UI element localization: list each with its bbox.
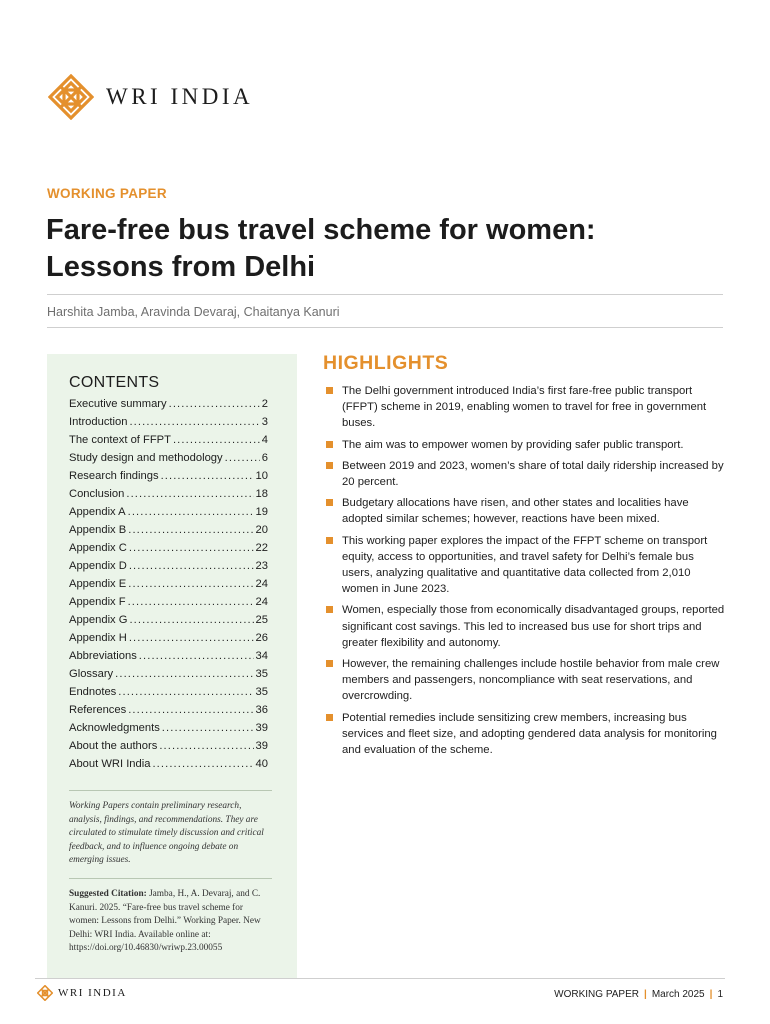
highlight-item	[326, 458, 726, 490]
toc-entry-page: 4	[261, 434, 268, 446]
logo-wordmark: WRI INDIA	[106, 84, 254, 109]
toc-entry[interactable]	[69, 740, 268, 758]
toc-entry-label: Introduction	[69, 416, 128, 428]
toc-entry-page: 34	[255, 650, 268, 662]
square-bullet-icon	[326, 537, 333, 544]
document-type-label: WORKING PAPER	[47, 186, 167, 201]
toc-entry[interactable]	[69, 470, 268, 488]
footer-divider	[35, 978, 725, 979]
toc-entry[interactable]	[69, 632, 268, 650]
title-divider	[47, 294, 723, 295]
page-title	[46, 212, 726, 286]
highlight-item	[326, 602, 726, 651]
toc-entry[interactable]	[69, 722, 268, 740]
highlight-text: Potential remedies include sensitizing crew members, increasing bus services and fleet size, and adopting gendered data analysis for monitoring and evaluation of the scheme.	[342, 711, 717, 757]
highlight-item	[326, 383, 726, 432]
toc-entry-page: 35	[255, 686, 268, 698]
toc-entry-page: 36	[255, 704, 268, 716]
toc-entry[interactable]	[69, 704, 268, 722]
toc-entry-page: 25	[255, 614, 268, 626]
toc-dot-leader	[162, 722, 254, 734]
toc-entry[interactable]	[69, 452, 268, 470]
highlight-text: The aim was to empower women by providing safer public transport.	[342, 438, 684, 451]
toc-dot-leader	[129, 542, 254, 554]
footer-separator-2: |	[709, 989, 713, 1000]
title-line-2: Lessons from Delhi	[46, 251, 316, 283]
toc-dot-leader	[129, 560, 254, 572]
toc-entry-page: 3	[261, 416, 268, 428]
wri-lattice-icon	[48, 74, 94, 120]
toc-dot-leader	[225, 452, 260, 464]
toc-entry-page: 18	[255, 488, 268, 500]
square-bullet-icon	[326, 499, 333, 506]
toc-entry[interactable]	[69, 758, 268, 776]
title-line-1: Fare-free bus travel scheme for women:	[46, 214, 596, 246]
suggested-citation	[69, 888, 274, 956]
working-paper-note: Working Papers contain preliminary research, analysis, findings, and recommendations. They are circulated to stimulate timely discussion and critical feedback, and to influence ongoing debate on emerging issues.	[69, 801, 264, 865]
authors-divider	[47, 327, 723, 328]
wri-lattice-icon	[37, 985, 53, 1001]
toc-entry[interactable]	[69, 488, 268, 506]
highlight-item	[326, 437, 726, 453]
toc-dot-leader	[152, 758, 253, 770]
citation-label: Suggested Citation:	[69, 889, 147, 899]
toc-entry-page: 20	[255, 524, 268, 536]
toc-entry-page: 40	[255, 758, 268, 770]
toc-dot-leader	[129, 632, 254, 644]
footer-info	[554, 989, 723, 1000]
toc-entry-label: Conclusion	[69, 488, 125, 500]
toc-entry-label: Appendix H	[69, 632, 127, 644]
square-bullet-icon	[326, 441, 333, 448]
toc-entry-label: Research findings	[69, 470, 159, 482]
toc-dot-leader	[128, 506, 254, 518]
citation-text: Jamba, H., A. Devaraj, and C. Kanuri. 2025. “Fare-free bus travel scheme for women: Lessons from Delhi.” Working Paper. New Delhi: WRI India. Available online at: https://doi.org/10.46830/wriwp.23.00055	[69, 889, 261, 953]
toc-entry[interactable]	[69, 524, 268, 542]
toc-entry-label: Appendix D	[69, 560, 127, 572]
toc-entry-page: 19	[255, 506, 268, 518]
toc-entry-page: 2	[261, 398, 268, 410]
highlight-item	[326, 710, 726, 759]
table-of-contents	[69, 398, 268, 776]
toc-entry-label: Appendix C	[69, 542, 127, 554]
highlight-text: This working paper explores the impact of the FFPT scheme on transport equity, access to opportunities, and travel safety for Delhi’s female bus users, analyzing qualitative and quantitative data collected from 2,010 women in June 2023.	[342, 534, 708, 596]
toc-entry-page: 39	[255, 740, 268, 752]
toc-entry-label: Appendix A	[69, 506, 126, 518]
toc-entry-label: Abbreviations	[69, 650, 137, 662]
square-bullet-icon	[326, 606, 333, 613]
footer-separator: |	[644, 989, 647, 1000]
highlights-list	[326, 383, 726, 763]
highlight-text: Budgetary allocations have risen, and other states and localities have adopted similar schemes; however, reactions have been mixed.	[342, 497, 689, 526]
toc-entry-label: Appendix G	[69, 614, 128, 626]
square-bullet-icon	[326, 462, 333, 469]
highlight-item	[326, 656, 726, 705]
toc-entry-page: 24	[255, 578, 268, 590]
square-bullet-icon	[326, 387, 333, 394]
toc-dot-leader	[159, 740, 253, 752]
toc-entry[interactable]	[69, 560, 268, 578]
highlight-text: Between 2019 and 2023, women’s share of total daily ridership increased by 20 percent.	[342, 459, 724, 489]
footer-logo	[37, 985, 127, 1001]
toc-entry-label: Appendix F	[69, 596, 126, 608]
toc-dot-leader	[128, 704, 253, 716]
toc-entry-label: The context of FFPT	[69, 434, 171, 446]
toc-entry[interactable]	[69, 668, 268, 686]
contents-sidebar	[47, 354, 297, 979]
contents-heading: CONTENTS	[69, 374, 160, 391]
toc-entry-page: 6	[261, 452, 268, 464]
toc-entry-page: 24	[255, 596, 268, 608]
toc-entry[interactable]	[69, 416, 268, 434]
toc-entry-page: 10	[255, 470, 268, 482]
toc-entry-label: About WRI India	[69, 758, 151, 770]
page-number: 1	[717, 989, 723, 1000]
toc-entry[interactable]	[69, 398, 268, 416]
toc-entry-label: References	[69, 704, 127, 716]
toc-dot-leader	[129, 416, 259, 428]
highlight-item	[326, 495, 726, 527]
sidebar-divider-bottom	[69, 878, 272, 879]
toc-dot-leader	[115, 668, 253, 680]
highlights-heading: HIGHLIGHTS	[323, 352, 449, 374]
toc-dot-leader	[173, 434, 260, 446]
footer-label: WORKING PAPER	[554, 989, 639, 1000]
square-bullet-icon	[326, 714, 333, 721]
toc-entry-page: 26	[255, 632, 268, 644]
toc-entry-page: 22	[255, 542, 268, 554]
toc-entry-label: Endnotes	[69, 686, 117, 698]
toc-dot-leader	[139, 650, 254, 662]
toc-entry-label: About the authors	[69, 740, 158, 752]
toc-entry-page: 23	[255, 560, 268, 572]
toc-entry[interactable]	[69, 578, 268, 596]
toc-entry[interactable]	[69, 686, 268, 704]
wri-india-logo	[48, 74, 253, 120]
toc-dot-leader	[161, 470, 254, 482]
toc-entry-label: Study design and methodology	[69, 452, 223, 464]
highlight-text: The Delhi government introduced India’s first fare-free public transport (FFPT) scheme in 2019, enabling women to travel for free in government buses.	[342, 385, 707, 430]
toc-entry[interactable]	[69, 506, 268, 524]
toc-entry-label: Acknowledgments	[69, 722, 160, 734]
square-bullet-icon	[326, 660, 333, 667]
toc-dot-leader	[169, 398, 260, 410]
toc-dot-leader	[128, 578, 253, 590]
toc-entry[interactable]	[69, 434, 268, 452]
toc-entry[interactable]	[69, 650, 268, 668]
toc-entry-label: Glossary	[69, 668, 114, 680]
toc-dot-leader	[128, 524, 253, 536]
footer-wordmark: WRI INDIA	[58, 987, 127, 999]
toc-entry-label: Appendix B	[69, 524, 127, 536]
highlight-item	[326, 533, 726, 598]
toc-entry-page: 39	[255, 722, 268, 734]
footer-date: March 2025	[651, 989, 705, 1000]
toc-entry[interactable]	[69, 614, 268, 632]
toc-entry-page: 35	[255, 668, 268, 680]
toc-entry-label: Executive summary	[69, 398, 167, 410]
toc-dot-leader	[126, 488, 253, 500]
sidebar-divider-top	[69, 790, 272, 791]
toc-dot-leader	[118, 686, 253, 698]
authors-line: Harshita Jamba, Aravinda Devaraj, Chaitanya Kanuri	[47, 305, 340, 319]
toc-dot-leader	[128, 596, 254, 608]
toc-entry[interactable]	[69, 596, 268, 614]
highlight-text: However, the remaining challenges include hostile behavior from male crew members and passengers, noncompliance with seat reservations, and overcrowding.	[342, 658, 720, 703]
toc-entry-label: Appendix E	[69, 578, 127, 590]
toc-entry[interactable]	[69, 542, 268, 560]
toc-dot-leader	[129, 614, 253, 626]
highlight-text: Women, especially those from economically disadvantaged groups, reported significant cost savings. This led to increased bus use for short trips and greater flexibility and autonomy.	[342, 604, 725, 649]
